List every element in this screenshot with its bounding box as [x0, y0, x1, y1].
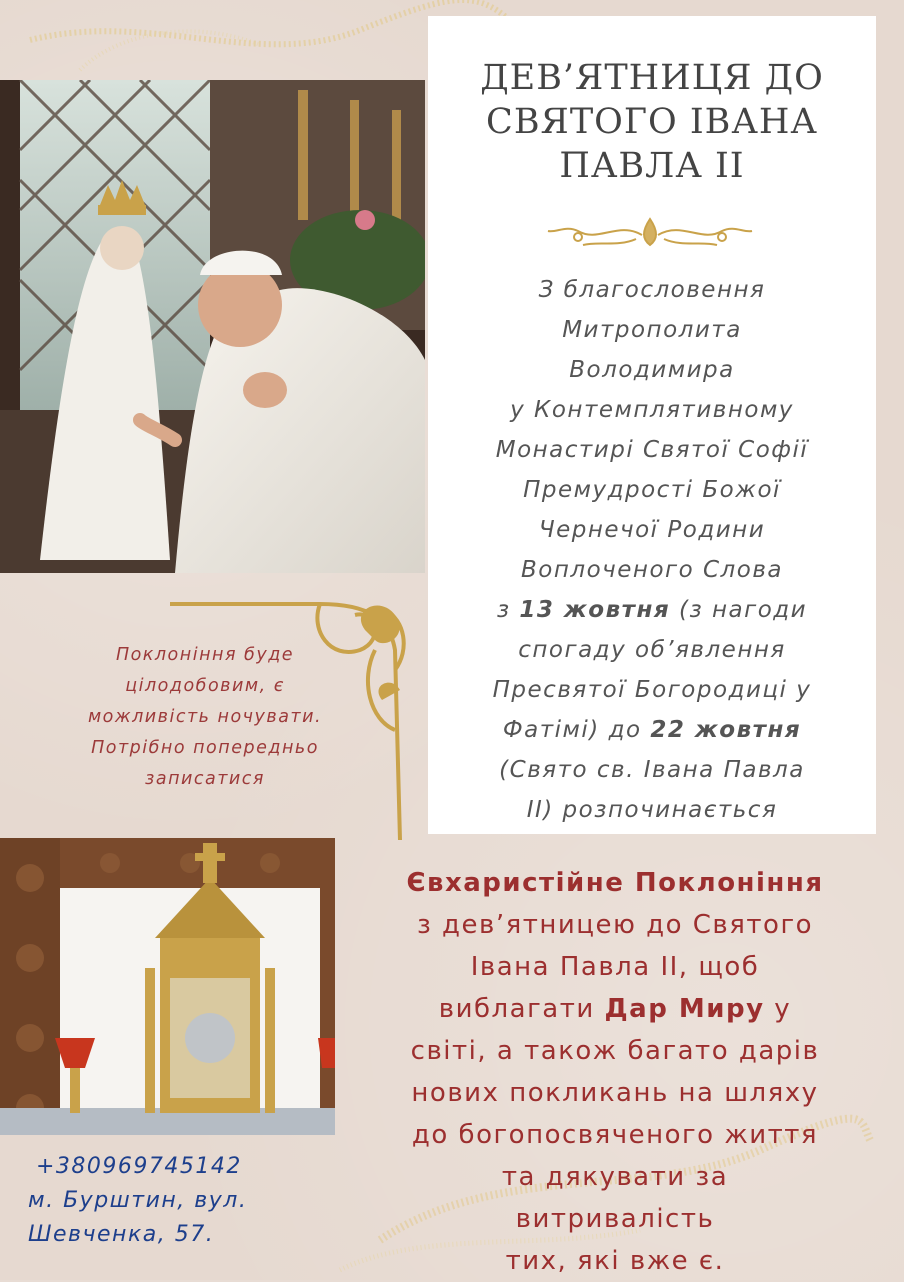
main-line: до богопосвяченого життя — [411, 1120, 819, 1150]
blessing-line: ІІ) розпочинається — [526, 797, 778, 823]
page-title — [428, 56, 876, 188]
address-line: Шевченка, 57. — [28, 1222, 215, 1247]
adoration-description — [355, 862, 875, 1282]
phone-number[interactable]: +380969745142 — [36, 1154, 242, 1179]
end-date: 22 жовтня — [650, 717, 802, 743]
blessing-line: Володимира — [569, 357, 735, 383]
blessing-line: Премудрості Божої — [523, 477, 781, 503]
blessing-line: Воплоченого Слова — [521, 557, 783, 583]
blessing-line: З благословення — [538, 277, 766, 303]
note-line: записатися — [145, 769, 265, 789]
contact-info — [28, 1150, 348, 1252]
start-date: 13 жовтня — [519, 597, 671, 623]
text-fragment: (з нагоди — [670, 597, 808, 623]
main-line: світі, а також багато дарів — [410, 1036, 820, 1066]
note-line: Потрібно попередньо — [91, 738, 319, 758]
blessing-line-start-date — [438, 590, 866, 630]
gold-ornament-divider — [538, 211, 763, 251]
main-line: Івана Павла ІІ, щоб — [470, 952, 760, 982]
note-line: цілодобовим, є — [125, 676, 285, 696]
text-fragment: Фатімі) до — [502, 717, 651, 743]
note-line: можливість ночувати. — [87, 707, 323, 727]
text-fragment: у — [764, 994, 792, 1024]
blessing-line: Митрополита — [562, 317, 742, 343]
main-line: тих, які вже є. — [505, 1246, 725, 1276]
blessing-line: (Свято св. Івана Павла — [499, 757, 805, 783]
blessing-line: Пресвятої Богородиці у — [492, 677, 812, 703]
title-line-3: ПАВЛА ІІ — [559, 146, 745, 186]
address-line: м. Бурштин, вул. — [28, 1188, 248, 1213]
main-line-gift — [355, 988, 875, 1030]
blessing-line-end-date — [438, 710, 866, 750]
photo-pope-with-fatima-statue — [0, 80, 425, 573]
main-line: витривалість — [515, 1204, 715, 1234]
main-heading: Євхаристійне Поклоніння — [406, 868, 824, 898]
title-line-1: ДЕВ’ЯТНИЦЯ ДО — [480, 58, 824, 98]
blessing-line: Монастирі Святої Софії — [495, 437, 809, 463]
photo-tabernacle — [0, 838, 335, 1135]
text-fragment: виблагати — [438, 994, 605, 1024]
adoration-note — [30, 640, 380, 795]
title-line-2: СВЯТОГО ІВАНА — [486, 102, 818, 142]
blessing-text — [438, 270, 866, 830]
blessing-line: у Контемплятивному — [510, 397, 794, 423]
blessing-line: Чернечої Родини — [538, 517, 766, 543]
note-line: Поклоніння буде — [115, 645, 295, 665]
main-line: з дев’ятницею до Святого — [416, 910, 814, 940]
main-line: та дякувати за — [501, 1162, 729, 1192]
text-fragment: з — [496, 597, 520, 623]
main-heading-line — [355, 862, 875, 904]
blessing-line: спогаду об’явлення — [518, 637, 786, 663]
main-line: нових покликань на шляху — [411, 1078, 819, 1108]
announcement-card — [428, 16, 876, 834]
gift-of-peace: Дар Миру — [604, 994, 765, 1024]
